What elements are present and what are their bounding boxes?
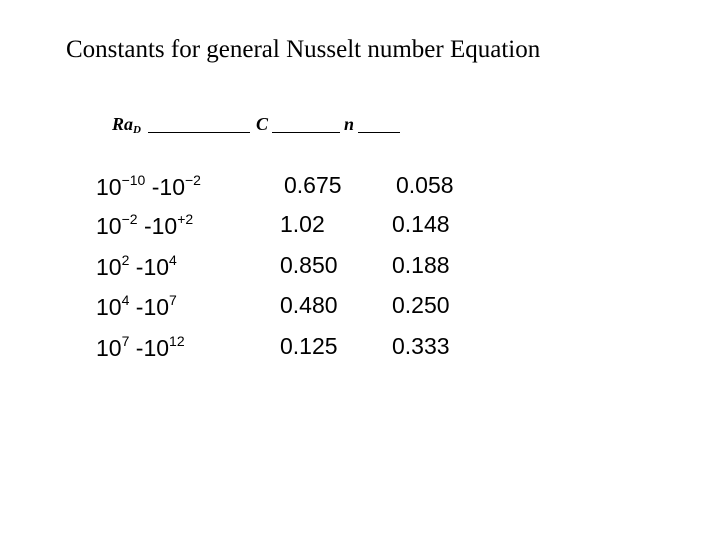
- c-value-cell: 1.02: [280, 211, 325, 237]
- range-to-base: 10: [143, 335, 170, 361]
- ra-range-cell: [96, 292, 177, 321]
- range-from-base: 10: [96, 213, 122, 239]
- range-from-base: 10: [96, 294, 122, 320]
- n-value-cell: 0.148: [392, 211, 450, 237]
- range-separator: -: [129, 335, 144, 361]
- range-separator: -: [137, 213, 152, 239]
- n-value-cell: 0.188: [392, 252, 450, 278]
- column-header-ra-label: Ra: [112, 114, 134, 134]
- column-header-n: n: [344, 114, 355, 134]
- range-to-exponent: 12: [169, 333, 185, 349]
- c-value-cell: 0.125: [280, 333, 338, 359]
- c-value-cell: 0.675: [284, 172, 342, 198]
- range-to-exponent: 7: [169, 292, 177, 308]
- range-to-base: 10: [143, 254, 170, 280]
- range-from-base: 10: [96, 254, 122, 280]
- range-from-exponent: −2: [121, 211, 138, 227]
- range-separator: -: [129, 254, 144, 280]
- c-value-cell: 0.850: [280, 252, 338, 278]
- range-to-base: 10: [159, 174, 185, 200]
- c-value-cell: 0.480: [280, 292, 338, 318]
- range-from-exponent: 7: [121, 333, 130, 349]
- range-to-base: 10: [143, 294, 170, 320]
- range-separator: -: [129, 294, 144, 320]
- ra-range-cell: [96, 211, 193, 240]
- ra-range-cell: [96, 333, 185, 362]
- table-row: [0, 211, 720, 247]
- table-row: [0, 333, 720, 369]
- range-to-base: 10: [151, 213, 178, 239]
- ra-range-cell: [96, 172, 201, 201]
- range-separator: -: [145, 174, 160, 200]
- range-to-exponent: −2: [185, 172, 201, 188]
- range-to-exponent: +2: [177, 211, 194, 227]
- range-from-exponent: 4: [121, 292, 130, 308]
- column-header-ra: [112, 114, 141, 136]
- column-header-c: C: [256, 114, 269, 134]
- header-underline: [272, 132, 340, 133]
- header-underline: [358, 132, 400, 133]
- column-header-ra-subscript: D: [133, 124, 141, 136]
- range-from-base: 10: [96, 335, 122, 361]
- range-from-exponent: −10: [121, 172, 146, 188]
- n-value-cell: 0.250: [392, 292, 450, 318]
- range-to-exponent: 4: [169, 252, 177, 268]
- page-title: Constants for general Nusselt number Equation: [66, 36, 541, 63]
- table-row: [0, 252, 720, 288]
- range-from-base: 10: [96, 174, 122, 200]
- table-row: [0, 172, 720, 208]
- ra-range-cell: [96, 252, 177, 281]
- n-value-cell: 0.058: [396, 172, 454, 198]
- range-from-exponent: 2: [121, 252, 130, 268]
- n-value-cell: 0.333: [392, 333, 450, 359]
- header-underline: [148, 132, 250, 133]
- table-row: [0, 292, 720, 328]
